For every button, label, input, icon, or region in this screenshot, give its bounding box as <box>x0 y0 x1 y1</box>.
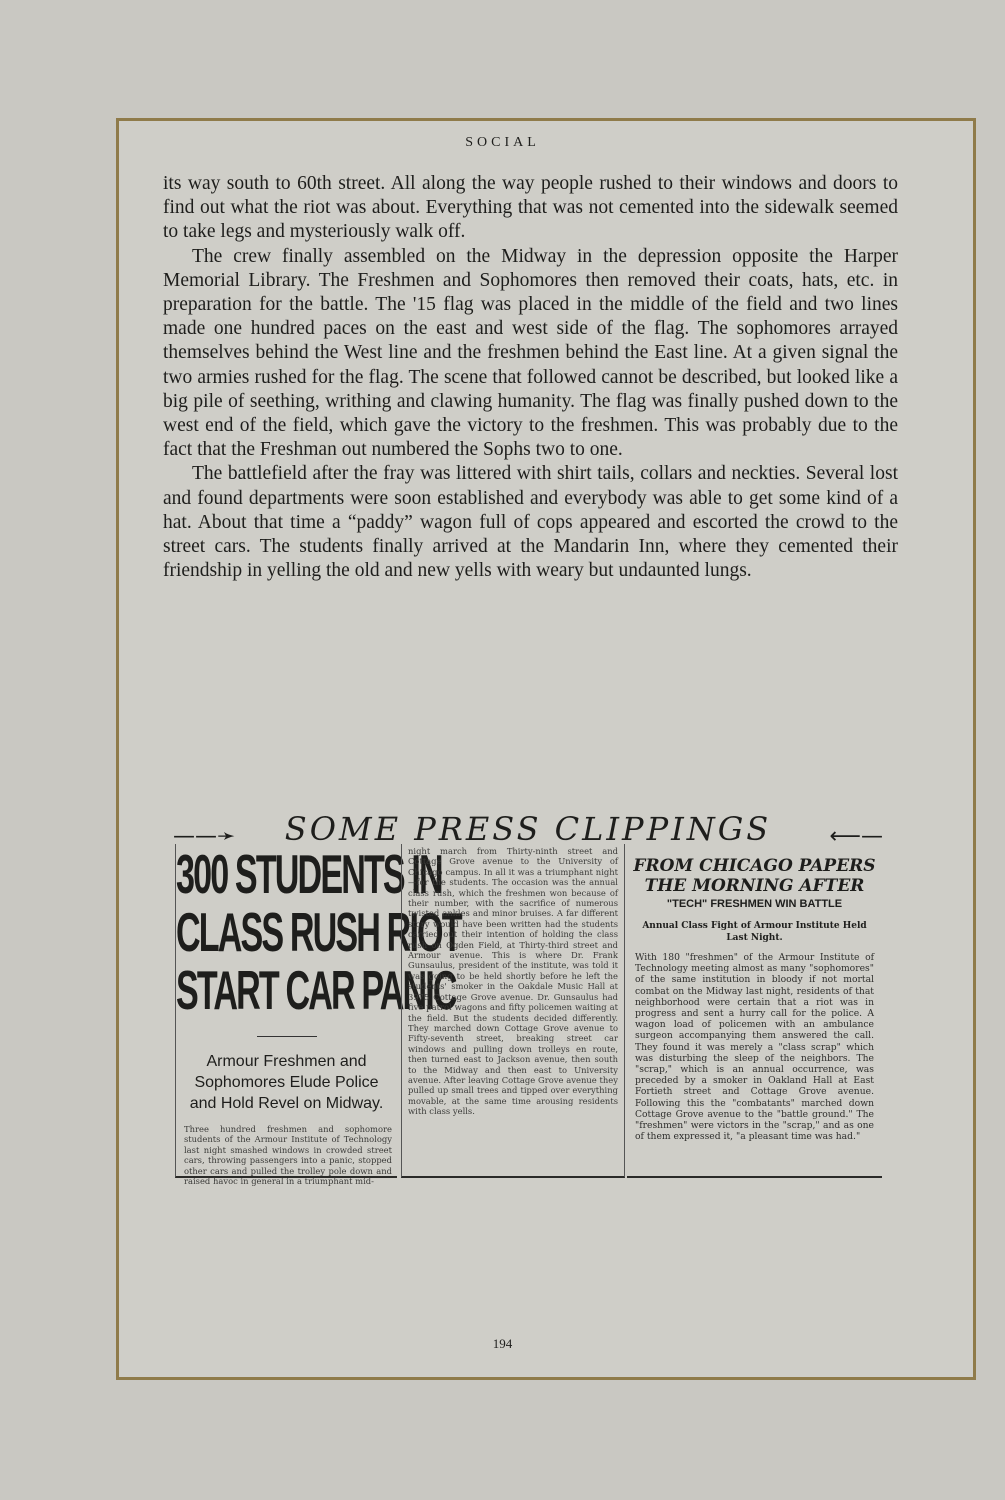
press-clippings-title <box>173 810 883 849</box>
clipping-1-subhead: Armour Freshmen and Sophomores Elude Police and Hold Revel on Midway. <box>189 1053 384 1112</box>
body-text <box>163 172 898 583</box>
headline-line-2: CLASS RUSH RIOT <box>176 901 461 963</box>
headline-line-3: START CAR PANIC <box>176 959 456 1021</box>
running-header: SOCIAL <box>465 135 540 150</box>
clipping-1-headline <box>176 843 461 1022</box>
clippings-title-text: SOME PRESS CLIPPINGS <box>284 810 772 848</box>
paragraph-2: The crew finally assembled on the Midway in the depression opposite the Harper Memorial Library. The Freshmen and Sophomores then removed their coats, hats, etc. in preparation for the battle. The '15 flag was placed in the middle of the field and two lines made one hundred paces on the east and west side of the flag. The sophomores arrayed themselves behind the West line and the freshmen behind the East line. At a given signal the two armies rushed for the flag. The scene that followed cannot be described, but looked like a big pile of seething, writhing and clawing humanity. The flag was finally pushed down to the west end of the field, which gave the victory to the freshmen. This was probably due to the fact that the Freshman out numbered the Sophs two to one. <box>163 245 898 461</box>
clipping-1-text: Three hundred freshmen and sophomore students of the Armour Institute of Technology last night smashed windows in crowded street cars, throwing passengers into a panic, stopped other cars and pulled the trolley pole down and raised havoc in general in a triumphant mid- <box>184 1124 392 1187</box>
arrow-left-icon: ⟵— <box>829 824 883 849</box>
arrow-right-icon: ——➛ <box>173 824 236 849</box>
paragraph-3: The battlefield after the fray was littered with shirt tails, collars and neckties. Several lost and found departments were soon established and everybody was able to get some kind of a hat. About that time a “paddy” wagon full of cops appeared and escorted the crowd to the street cars. The students finally arrived at the Mandarin Inn, where they cemented their friendship in yelling the old and new yells with weary but undaunted lungs. <box>163 463 898 582</box>
clipping-2-text: night march from Thirty-ninth street and Cottage Grove avenue to the University of Chicago campus. In all it was a triumphant night—for the students. The occasion was the annual class rush, which the freshmen won because of their number, with the sacrifice of numerous twisted ankles and minor bruises. A far different story would have been written had the students carried out their intention of holding the class rush on Ogden Field, at Thirty-third street and Armour avenue. This is where Dr. Frank Gunsaulus, president of the institute, was told it was going to be held shortly before he left the students' smoker in the Oakdale Music Hall at 3975 Cottage Grove avenue. Dr. Gunsaulus had five patrol wagons and fifty policemen waiting at the field. But the students decided differently. They marched down Cottage Grove avenue to Fifty-seventh street, breaking street car windows and pulling down trolleys en route, then turned east to Jackson avenue, then south to the Midway and then east to University avenue. After leaving Cottage Grove avenue they pulled up small trees and tipped over everything movable, at the same time arousing residents with class yells. <box>408 846 618 1117</box>
divider <box>257 1036 317 1037</box>
clipping-3 <box>627 844 882 1178</box>
clipping-2 <box>401 844 625 1178</box>
clipping-3-dek: Annual Class Fight of Armour Institute Held Last Night. <box>642 921 867 943</box>
clipping-3-subheading: "TECH" FRESHMEN WIN BATTLE <box>666 898 843 910</box>
clipping-3-heading: FROM CHICAGO PAPERS THE MORNING AFTER <box>633 856 876 896</box>
page-number: 194 <box>492 1336 513 1351</box>
clipping-1 <box>175 843 461 1187</box>
paragraph-1: its way south to 60th street. All along the way people rushed to their windows and doors to find out what the riot was about. Everything that was not cemented into the sidewalk seemed to take legs and mysteriously walk off. <box>163 173 898 243</box>
clipping-3-text: With 180 "freshmen" of the Armour Institute of Technology meeting almost as many "sophomores" of the same institution in bloody if not mortal combat on the Midway last night, residents of that neighborhood were certain that a riot was in progress and sent a hurry call for the police. A wagon load of policemen with an ambulance surgeon accompanying them answered the call. They found it was merely a "class scrap" which was disturbing the sleep of the neighbors. The "scrap," which is an annual occurrence, was preceded by a smoker in Oakland Hall at East Fortieth street and Cottage Grove avenue. Following this the "combatants" marched down Cottage Grove avenue to the "battle ground." The "freshmen" were victors in the "scrap," and as one of them expressed it, "a pleasant time was had." <box>635 952 874 1143</box>
headline-line-1: 300 STUDENTS IN <box>176 843 442 905</box>
